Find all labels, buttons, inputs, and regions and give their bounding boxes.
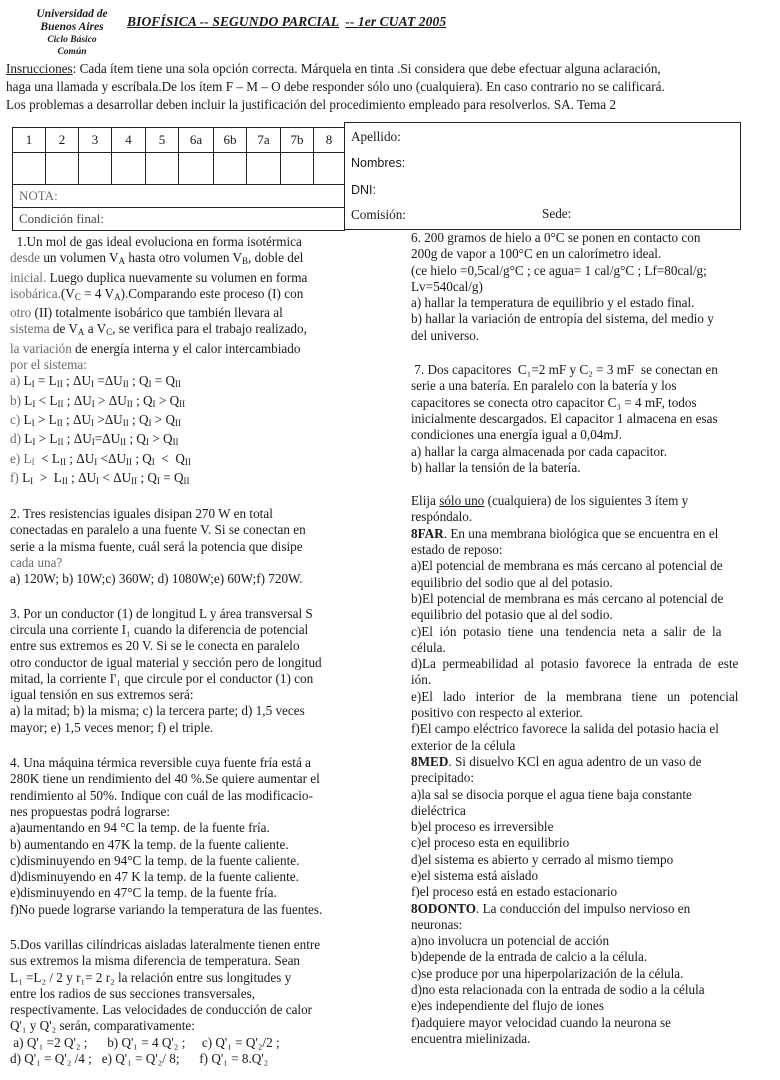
q8odonto-label: 8ODONTO xyxy=(411,900,476,916)
answer-cell[interactable] xyxy=(214,153,247,185)
university-name-line2: Buenos Aires xyxy=(40,21,104,33)
col-header: 3 xyxy=(79,128,112,153)
q4-line: nes propuestas podrá lograrse: xyxy=(10,803,171,819)
q4-line: 4. Una máquina térmica reversible cuya fuente fría está a xyxy=(10,755,311,771)
university-name-line1: Universidad de xyxy=(36,8,108,20)
answer-cell[interactable] xyxy=(179,153,214,185)
q8odonto-stem2: neuronas: xyxy=(411,916,463,932)
q4-option-e[interactable]: e)disminuyendo en 47°C la temp. de la fuente fría. xyxy=(10,885,277,901)
q3-line: igual tensión en sus extremos será: xyxy=(10,687,194,703)
instructions-line1: : Cada ítem tiene una sola opción correcta. Márquela en tinta .Si considera que debe efectuar alguna aclaración, xyxy=(72,61,661,76)
nota-field[interactable]: NOTA: xyxy=(13,185,345,208)
q6-line: 6. 200 gramos de hielo a 0°C se ponen en contacto con xyxy=(411,230,701,245)
university-logo-text xyxy=(22,8,122,58)
answer-cell[interactable] xyxy=(146,153,179,185)
q1-option-b[interactable]: b) $L_I < L_{II}$ ; $\Delta U_I > \Delta U_{II}$ ; $Q_I > Q_{II}$ xyxy=(10,392,186,409)
q7-part-b: b) hallar la tensión de la batería. xyxy=(411,459,581,475)
q1-option-c[interactable]: c) $L_I > L_{II}$ ; $\Delta U_I >\Delta U_{II}$ ; $Q_I > Q_{II}$ xyxy=(10,411,182,428)
question-8far xyxy=(411,526,773,754)
q3-line: entre sus extremos es 20 V. Si se le conecta en paralelo xyxy=(10,638,300,654)
sede-field[interactable]: Sede: xyxy=(542,206,572,221)
q5-options[interactable]: d) Q'₁ = Q'₂ /4 ; e) Q'₁ = Q'₂/ 8; f) Q'₁ = 8.Q'₂ xyxy=(10,1051,269,1067)
student-info-box xyxy=(344,122,741,230)
answer-cell[interactable] xyxy=(314,153,345,185)
q8far-stem2: estado de reposo: xyxy=(411,542,503,558)
q5-line: entre los radios de sus secciones transversales, xyxy=(10,985,255,1001)
q6-line: Lv=540cal/g) xyxy=(411,278,483,294)
q6-line: 200g de vapor a 100°C en un calorímetro ideal. xyxy=(411,246,662,262)
q7-line: inicialmente descargados. El capacitor 1 almacena en esas xyxy=(411,410,718,426)
dni-field[interactable]: DNI: xyxy=(351,183,376,197)
answer-table xyxy=(12,127,345,231)
q2-options[interactable]: a) 120W; b) 10W;c) 360W; d) 1080W;e) 60W;f) 720W. xyxy=(10,571,303,587)
q2-line: serie a la misma fuente, cuál será la potencia que disipe xyxy=(10,538,303,554)
q8med-stem2: precipitado: xyxy=(411,770,474,786)
q8far-label: 8FAR xyxy=(411,525,444,541)
q8med-option-d[interactable]: d)el sistema es abierto y cerrado al mismo tiempo xyxy=(411,851,674,867)
instructions-line3: Los problemas a desarrollar deben incluir la justificación del procedimiento empleado para resolverlos. SA. Tema 2 xyxy=(6,97,617,112)
q8med-option-a-cont: dieléctrica xyxy=(411,802,466,818)
q8far-option-c[interactable]: c)El ión potasio tiene una tendencia neta a salir de la xyxy=(411,623,722,639)
q2-line: conectadas en paralelo a una fuente V. Si se conectan en xyxy=(10,522,306,538)
instructions-label: Insrucciones xyxy=(6,61,73,76)
choose-pre: Elija xyxy=(411,493,440,509)
q8far-stem: . En una membrana biológica que se encuentra en el xyxy=(443,525,719,541)
q8med-option-e[interactable]: e)el sistema está aislado xyxy=(411,867,539,883)
q4-line: 280K tiene un rendimiento del 40 %.Se quiere aumentar el xyxy=(10,771,320,787)
question-4 xyxy=(10,755,390,918)
choose-post: (cualquiera) de los siguientes 3 ítem y xyxy=(484,493,689,509)
q4-line: rendimiento al 50%. Indique con cuál de las modificacio- xyxy=(10,787,313,803)
page-title xyxy=(127,14,446,30)
q8odonto-option-e[interactable]: e)es independiente del flujo de iones xyxy=(411,998,604,1014)
question-3 xyxy=(10,606,390,736)
choose-line2: respóndalo. xyxy=(411,509,473,525)
answer-row xyxy=(13,153,345,185)
q5-line: sus extremos la misma diferencia de temperatura. Sean xyxy=(10,953,301,969)
q8far-option-c-cont: célula. xyxy=(411,639,446,655)
q8far-option-f-cont: exterior de la célula xyxy=(411,737,516,753)
answer-cell[interactable] xyxy=(112,153,146,185)
comision-field[interactable]: Comisión: xyxy=(351,207,406,222)
q8far-option-b[interactable]: b)El potencial de membrana es más cercano al potencial de xyxy=(411,590,724,606)
apellido-field[interactable]: Apellido: xyxy=(351,129,401,144)
q5-line: respectivamente. Las velocidades de conducción de calor xyxy=(10,1002,313,1018)
q8far-option-f[interactable]: f)El campo eléctrico favorece la salida del potasio hacia el xyxy=(411,721,719,737)
q8odonto-option-f[interactable]: f)adquiere mayor velocidad cuando la neurona se xyxy=(411,1014,671,1030)
q8med-option-f[interactable]: f)el proceso está en estado estacionario xyxy=(411,884,618,900)
q7-line: serie a una batería. En paralelo con la batería y los xyxy=(411,378,677,394)
choose-one-note xyxy=(411,493,773,526)
q8med-stem: . Si disuelvo KCl en agua adentro de un vaso de xyxy=(448,753,702,769)
q3-options[interactable]: a) la mitad; b) la misma; c) la tercera parte; d) 1,5 veces xyxy=(10,703,305,719)
question-8med xyxy=(411,754,773,901)
answer-cell[interactable] xyxy=(79,153,112,185)
q5-options[interactable]: a) Q'₁ =2 Q'₂ ; b) Q'₁ = 4 Q'₂ ; c) Q'₁ = Q'₂/2 ; xyxy=(10,1034,280,1050)
q1-option-f[interactable]: f) $L_I > L_{II}$ ; $\Delta U_I < \Delta U_{II}$ ; $Q_I = Q_{II}$ xyxy=(10,469,190,486)
q8med-label: 8MED xyxy=(411,753,449,769)
q8far-option-d[interactable]: d)La permeabilidad al potasio favorece la entrada de este xyxy=(411,656,739,672)
col-header: 1 xyxy=(13,128,46,153)
instructions xyxy=(6,60,776,114)
col-header: 4 xyxy=(112,128,146,153)
q3-line: mitad, la corriente I'₁ que circule por el conductor (1) con xyxy=(10,670,314,686)
col-header: 5 xyxy=(146,128,179,153)
col-header: 7b xyxy=(281,128,314,153)
question-6 xyxy=(411,230,773,344)
col-header: 6a xyxy=(179,128,214,153)
answer-table-header xyxy=(13,128,345,153)
q8odonto-option-c[interactable]: c)se produce por una hiperpolarización de la célula. xyxy=(411,965,684,981)
q8far-option-e-cont: positivo con respecto al exterior. xyxy=(411,705,583,721)
q7-line: 7. Dos capacitores C₁=2 mF y C₂ = 3 mF se conectan en xyxy=(411,362,718,378)
answer-cell[interactable] xyxy=(13,153,46,185)
q4-option-d[interactable]: d)disminuyendo en 47 K la temp. de la fuente caliente. xyxy=(10,869,299,885)
answer-cell[interactable] xyxy=(247,153,281,185)
col-header: 8 xyxy=(314,128,345,153)
instructions-line2: haga una llamada y escríbala.De los ítem F – M – O debe responder sólo uno (cualquiera). En caso contrario no se calificará. xyxy=(6,79,665,94)
q3-options[interactable]: mayor; e) 1,5 veces menor; f) el triple. xyxy=(10,719,214,735)
q8med-option-a[interactable]: a)la sal se disocia porque el agua tiene baja constante xyxy=(411,786,692,802)
q7-line: condiciones una energía igual a 0,04mJ. xyxy=(411,427,623,443)
q6-line: del universo. xyxy=(411,327,480,343)
nombres-field[interactable]: Nombres: xyxy=(351,156,406,170)
q8far-option-d-cont: ión. xyxy=(411,672,432,688)
answer-cell[interactable] xyxy=(281,153,314,185)
q7-line: capacitores se conecta otro capacitor C₃ = 4 mF, todos xyxy=(411,394,697,410)
question-5 xyxy=(10,937,390,1067)
q3-line: circula una corriente I₁ cuando la diferencia de potencial xyxy=(10,621,309,637)
q8odonto-option-b[interactable]: b)depende de la entrada de calcio a la célula. xyxy=(411,949,648,965)
q8med-option-b[interactable]: b)el proceso es irreversible xyxy=(411,819,554,835)
q4-option-a[interactable]: a)aumentando en 94 °C la temp. de la fuente fría. xyxy=(10,820,270,836)
col-header: 7a xyxy=(247,128,281,153)
left-column xyxy=(10,234,390,1067)
q4-option-b[interactable]: b) aumentando en 47K la temp. de la fuente caliente. xyxy=(10,836,289,852)
q3-line: otro conductor de igual material y sección pero de longitud xyxy=(10,654,322,670)
choose-emphasis: sólo uno xyxy=(439,493,485,509)
q8odonto-option-a[interactable]: a)no involucra un potencial de acción xyxy=(411,933,610,949)
q1-option-e[interactable]: e) $L_I < L_{II}$ ; $\Delta U_I <\Delta U_{II}$ ; $Q_I < Q_{II}$ xyxy=(10,450,191,467)
q8odonto-stem: . La conducción del impulso nervioso en xyxy=(475,900,691,916)
question-7 xyxy=(411,362,773,476)
q6-line: (ce hielo =0,5cal/g°C ; ce agua= 1 cal/g°C ; Lf=80cal/g; xyxy=(411,262,707,278)
q6-part-a: a) hallar la temperatura de equilibrio y el estado final. xyxy=(411,295,695,311)
q7-part-a: a) hallar la carga almacenada por cada capacitor. xyxy=(411,443,668,459)
q8far-option-a-cont: equilibrio del sodio que al del potasio. xyxy=(411,574,613,590)
q8med-option-c[interactable]: c)el proceso esta en equilibrio xyxy=(411,835,570,851)
q5-line: Q'₁ y Q'₂ serán, comparativamente: xyxy=(10,1018,195,1034)
q2-line: cada una? xyxy=(10,555,63,571)
q8far-option-b-cont: equilibrio del potasio que al del sodio. xyxy=(411,607,613,623)
question-1: 1.Un mol de gas ideal evoluciona en forma isotérmica desde un volumen $V_A$ hasta otro volumen $V_B$, doble del inicial. Luego duplica nuevamente su volumen en forma $isobárica.(V_C = 4$ $V_A).Comparando$ este proceso (I) con otro (II) totalmente isobárico que también llevara al sistema de $V_A$ a $V_C$, se verifica para el trabajo realizado, la variación de energía interna y el calor intercambiado por el sistema: a) $L_I = L_{II}$ ; $\Delta U_I =\Delta U_{II}$ ; $Q_I = Q_{II}$ b) $L_I < L_{II}$ ; $\Delta U_I > \Delta U_{II}$ ; $Q_I > Q_{II}$ c) $L_I > L_{II}$ ; $\Delta U_I >\Delta U_{II}$ ; $Q_I > Q_{II}$ d) $L_I > L_{II}$ ; $\Delta U_I=\Delta U_{II}$ ; $Q_I > Q_{II}$ e) $L_I < L_{II}$ ; $\Delta U_I <\Delta U_{II}$ ; $Q_I < Q_{II}$ f) $L_I > L_{II}$ ; $\Delta U_I < \Delta U_{II}$ ; $Q_I = Q_{II}$ xyxy=(10,234,390,489)
q8odonto-option-d[interactable]: d)no esta relacionada con la entrada de sodio a la célula xyxy=(411,982,705,998)
col-header: 6b xyxy=(214,128,247,153)
cycle-line1: Ciclo Básico xyxy=(47,35,97,45)
cycle-line2: Común xyxy=(57,47,87,57)
condicion-final-field[interactable]: Condición final: xyxy=(13,208,345,231)
right-column xyxy=(411,230,773,1047)
col-header: 2 xyxy=(46,128,79,153)
answer-cell[interactable] xyxy=(46,153,79,185)
exam-title: BIOFÍSICA -- SEGUNDO PARCIAL xyxy=(127,14,340,29)
question-2 xyxy=(10,506,390,587)
q1-option-d[interactable]: d) $L_I > L_{II}$ ; $\Delta U_I=\Delta U_{II}$ ; $Q_I > Q_{II}$ xyxy=(10,431,179,448)
q5-line: L₁ =L₂ / 2 y r₁= 2 r₂ la relación entre sus longitudes y xyxy=(10,969,292,985)
q8far-option-e[interactable]: e)El lado interior de la membrana tiene un potencial xyxy=(411,688,739,704)
exam-term: -- 1er CUAT 2005 xyxy=(345,14,447,29)
q2-line: 2. Tres resistencias iguales disipan 270 W en total xyxy=(10,506,273,522)
question-8odonto xyxy=(411,901,773,1048)
q5-line: 5.Dos varillas cilíndricas aisladas lateralmente tienen entre xyxy=(10,936,321,952)
q4-option-c[interactable]: c)disminuyendo en 94°C la temp. de la fuente caliente. xyxy=(10,852,300,868)
q8odonto-option-f-cont: encuentra mielinizada. xyxy=(411,1030,531,1046)
q3-line: 3. Por un conductor (1) de longitud L y área transversal S xyxy=(10,605,313,621)
q1-option-a[interactable]: a) $L_I = L_{II}$ ; $\Delta U_I =\Delta U_{II}$ ; $Q_I = Q_{II}$ xyxy=(10,373,182,390)
q6-part-b: b) hallar la variación de entropía del sistema, del medio y xyxy=(411,311,714,327)
q4-option-f[interactable]: f)No puede lograrse variando la temperatura de las fuentes. xyxy=(10,901,323,917)
q8far-option-a[interactable]: a)El potencial de membrana es más cercano al potencial de xyxy=(411,558,723,574)
